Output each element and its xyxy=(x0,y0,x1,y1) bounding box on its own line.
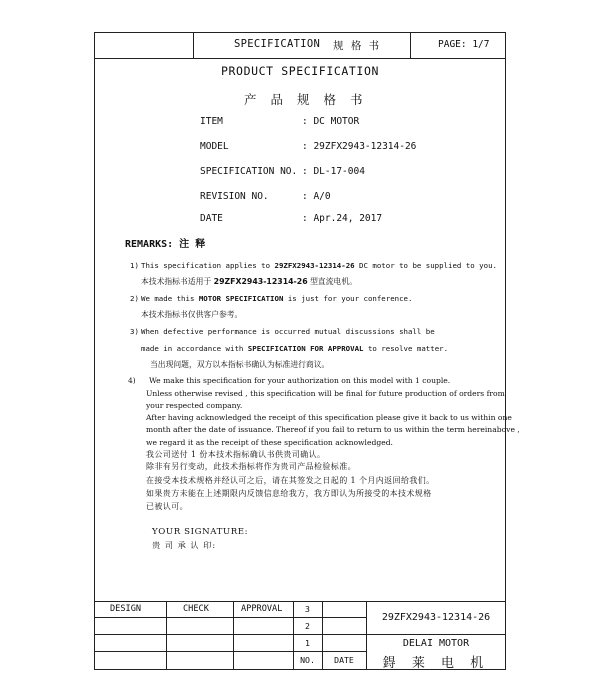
footer-no-label: NO. xyxy=(300,655,315,665)
remark-4-number: 4) xyxy=(128,376,136,385)
footer-header-rule xyxy=(94,617,366,618)
footer-company: DELAI MOTOR xyxy=(402,638,470,649)
header-divider-left xyxy=(193,32,194,58)
footer-date-label: DATE xyxy=(334,655,354,665)
remark-2-text-cn: 本技术指标书仅供客户参考。 xyxy=(141,310,243,319)
remark-3-text-d: to resolve matter. xyxy=(363,344,449,353)
remark-3-text-cn: 当出现问题，双方以本指标书确认为标准进行商议。 xyxy=(150,360,330,369)
remark-4-cn-line-1: 我公司送付 1 份本技术指标确认书供贵司确认。 xyxy=(146,450,326,459)
remark-2-number: 2) xyxy=(130,294,139,303)
remark-3-text-line2 xyxy=(141,344,448,353)
field-revision-label: REVISION NO. xyxy=(200,191,269,202)
remark-2-bold: MOTOR SPECIFICATION xyxy=(198,294,284,303)
remark-4-line-2: Unless otherwise revised , this specification will be final for future production of orders from xyxy=(146,389,505,398)
field-date-value: : Apr.24, 2017 xyxy=(302,213,383,224)
remark-2-text xyxy=(141,294,412,303)
remark-1-cn-c: 型直流电机。 xyxy=(307,277,357,286)
signature-label: YOUR SIGNATURE: xyxy=(152,527,249,537)
document-title: PRODUCT SPECIFICATION xyxy=(221,64,379,78)
footer-model: 29ZFX2943-12314-26 xyxy=(381,612,491,623)
signature-label-cn: 贵 司 承 认 印: xyxy=(152,540,217,550)
remark-4-cn-line-5: 已被认可。 xyxy=(146,502,188,511)
remark-4-line-6: we regard it as the receipt of these specification acknowledged. xyxy=(146,438,393,447)
footer-top-rule xyxy=(94,601,506,602)
footer-col-1 xyxy=(166,601,167,670)
remark-2-text-a: We made this xyxy=(141,294,199,303)
remarks-heading: REMARKS: 注 释 xyxy=(125,239,206,250)
footer-col-2 xyxy=(233,601,234,670)
remark-1-cn-model: 29ZFX2943-12314-26 xyxy=(213,277,308,286)
remark-1-model: 29ZFX2943-12314-26 xyxy=(274,261,355,270)
field-date-label: DATE xyxy=(200,213,223,224)
field-spec-no-label: SPECIFICATION NO. xyxy=(200,166,298,177)
field-item-label: ITEM xyxy=(200,116,223,127)
footer-company-cn: 鍀 莱 电 机 xyxy=(382,656,490,671)
footer-rev-1: 1 xyxy=(305,638,310,648)
remark-3-bold: SPECIFICATION FOR APPROVAL xyxy=(247,344,364,353)
field-revision-value: : A/0 xyxy=(302,191,331,202)
remark-1-text-c: DC motor to be supplied to you. xyxy=(354,261,497,270)
remark-3-text-line1: When defective performance is occurred mutual discussions shall be xyxy=(141,327,435,336)
remark-3-text-b: made in accordance with xyxy=(141,344,248,353)
remark-1-cn-a: 本技术指标书适用于 xyxy=(141,277,214,286)
header-title: SPECIFICATION xyxy=(234,38,321,50)
footer-design-label: DESIGN xyxy=(110,604,142,614)
field-item-value: : DC MOTOR xyxy=(302,116,360,127)
field-model-label: MODEL xyxy=(200,141,229,152)
footer-row-rule-2 xyxy=(94,651,366,652)
header-bottom-rule xyxy=(94,58,506,59)
remark-3-number: 3) xyxy=(130,327,139,336)
remark-1-text xyxy=(141,261,497,270)
remark-4-cn-line-3: 在接受本技术规格并经认可之后，请在其签发之日起的 1 个月内返回给我们。 xyxy=(146,476,435,485)
document-title-cn: 产品规格书 xyxy=(244,92,377,107)
footer-row-rule-1 xyxy=(94,634,366,635)
header-divider-right xyxy=(410,32,411,58)
field-model-value: : 29ZFX2943-12314-26 xyxy=(302,141,417,152)
remark-1-text-cn xyxy=(141,276,357,287)
footer-check-label: CHECK xyxy=(183,604,209,614)
remark-4-line-1: We make this specification for your authorization on this model with 1 couple. xyxy=(149,376,451,385)
remark-4-cn-line-2: 除非有另行变动，此技术指标将作为贵司产品检验标准。 xyxy=(146,462,356,471)
remark-4-line-5: month after the date of issuance. Thereof if you fail to return to us within the term hereinabove , xyxy=(146,425,520,434)
remark-1-number: 1) xyxy=(130,261,139,270)
footer-rev-2: 2 xyxy=(305,621,310,631)
remark-4-cn-line-4: 如果贵方未能在上述期限内反馈信息给我方，我方即认为所接受的本技术规格 xyxy=(146,489,432,498)
remark-1-text-a: This specification applies to xyxy=(141,261,275,270)
field-spec-no-value: : DL-17-004 xyxy=(302,166,365,177)
remark-2-text-c: is just for your conference. xyxy=(283,294,413,303)
page-number: PAGE: 1/7 xyxy=(438,39,490,50)
remark-4-line-4: After having acknowledged the receipt of this specification please give it back to us within one xyxy=(146,413,512,422)
footer-right-mid-rule xyxy=(366,634,506,635)
footer-approval-label: APPROVAL xyxy=(241,604,283,614)
footer-rev-3: 3 xyxy=(305,604,310,614)
remark-4-line-3: your respected company. xyxy=(146,401,243,410)
header-title-cn: 规 格 书 xyxy=(333,40,382,52)
